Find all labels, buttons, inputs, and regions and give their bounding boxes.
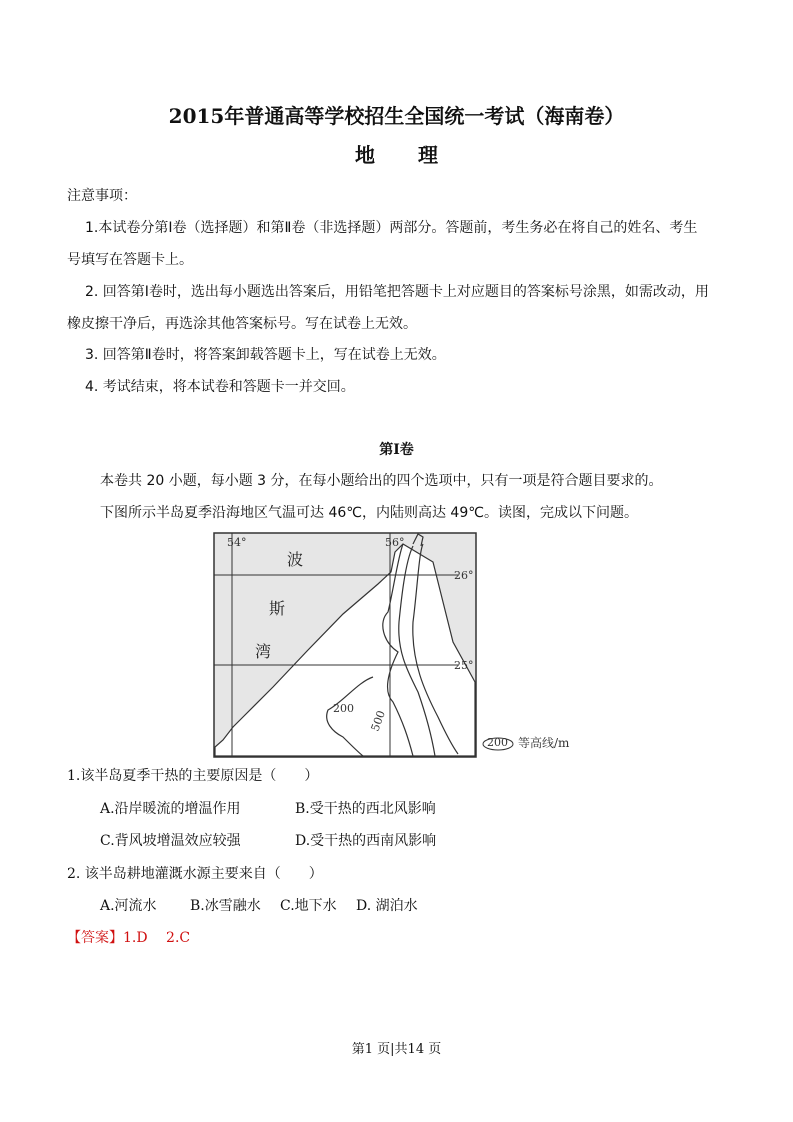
notice-item: 1.本试卷分第Ⅰ卷（选择题）和第Ⅱ卷（非选择题）两部分。答题前，考生务必在将自己的姓名、考生 (85, 220, 698, 236)
subject-title: 地 理 (355, 143, 456, 167)
lon-label: 56° (385, 536, 405, 549)
legend-value: 200 (487, 736, 508, 749)
sea-label: 波 (287, 550, 304, 569)
option: B.受干热的西北风影响 (295, 801, 436, 817)
option: A.沿岸暖流的增温作用 (100, 801, 241, 817)
option: C.地下水 (280, 898, 337, 914)
question-1: 1.该半岛夏季干热的主要原因是（ ） (67, 768, 319, 784)
option: A.河流水 (100, 898, 157, 914)
notice-item: 3. 回答第Ⅱ卷时，将答案卸载答题卡上，写在试卷上无效。 (85, 347, 446, 363)
contour-label: 500 (368, 708, 389, 734)
lon-label: 54° (227, 536, 247, 549)
sea-label: 湾 (255, 642, 272, 661)
section-intro: 本卷共 20 小题，每小题 3 分，在每小题给出的四个选项中，只有一项是符合题目要求的。 (100, 473, 663, 489)
answer (67, 929, 190, 947)
notice-item: 4. 考试结束，将本试卷和答题卡一并交回。 (85, 379, 355, 395)
option: C.背风坡增温效应较强 (100, 833, 241, 849)
notice-item: 号填写在答题卡上。 (67, 252, 193, 268)
contour-map (213, 532, 613, 762)
question-stem: 下图所示半岛夏季沿海地区气温可达 46℃，内陆则高达 49℃。读图，完成以下问题。 (100, 505, 638, 521)
legend-label: 等高线/m (518, 736, 570, 750)
answer-value: 1.D 2.C (123, 930, 191, 946)
sea-label: 斯 (269, 599, 286, 618)
contour-label: 200 (333, 702, 354, 715)
exam-title: 2015年普通高等学校招生全国统一考试（海南卷） (168, 104, 625, 128)
lat-label: 25° (454, 659, 474, 672)
answer-label: 【答案】 (67, 930, 123, 946)
option: B.冰雪融水 (190, 898, 261, 914)
notice-item: 2. 回答第Ⅰ卷时，选出每小题选出答案后，用铅笔把答题卡上对应题目的答案标号涂黑，如需改动，用 (85, 284, 709, 300)
lat-label: 26° (454, 569, 474, 582)
question-2: 2. 该半岛耕地灌溉水源主要来自（ ） (67, 866, 323, 882)
section-title: 第Ⅰ卷 (379, 442, 414, 458)
page-footer: 第1 页|共14 页 (351, 1042, 442, 1057)
notice-item: 橡皮擦干净后，再选涂其他答案标号。写在试卷上无效。 (67, 316, 417, 332)
option: D.受干热的西南风影响 (295, 833, 437, 849)
notice-heading: 注意事项： (67, 188, 137, 204)
option: D. 湖泊水 (356, 898, 418, 914)
